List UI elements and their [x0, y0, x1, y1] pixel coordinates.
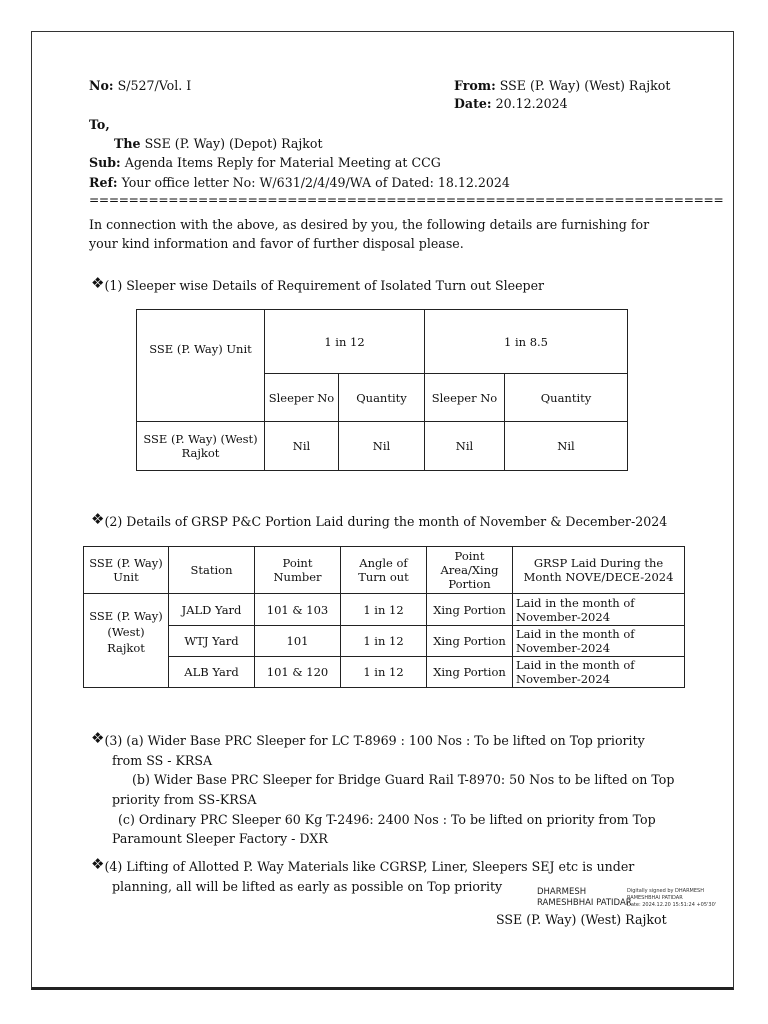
separator-line: ================================================================	[89, 193, 724, 207]
area-cell: Xing Portion	[427, 626, 513, 657]
angle-cell: 1 in 12	[341, 594, 427, 626]
sleeper-no-header: Sleeper No	[425, 374, 505, 422]
section-1-heading: ❖(1) Sleeper wise Details of Requirement of Isolated Turn out Sleeper	[91, 274, 545, 293]
digital-signature-line-3: Date: 2024.12.20 15:51:24 +05'30'	[627, 902, 717, 908]
group-1-in-12: 1 in 12	[265, 310, 425, 374]
unit-cell: SSE (P. Way) (West) Rajkot	[84, 594, 169, 688]
section-4-line-2: planning, all will be lifted as early as possible on Top priority	[112, 879, 503, 894]
diamond-bullet-icon: ❖	[91, 729, 105, 747]
section-4-line-1: ❖(4) Lifting of Allotted P. Way Materials like CGRSP, Liner, Sleepers SEJ etc is under	[91, 855, 635, 874]
angle-cell: 1 in 12	[341, 657, 427, 688]
point-cell: 101	[255, 626, 341, 657]
station-cell: ALB Yard	[169, 657, 255, 688]
letter-number: No: S/527/Vol. I	[89, 78, 192, 93]
column-header: Point Number	[255, 547, 341, 594]
intro-line-1: In connection with the above, as desired by you, the following details are furnishing for	[89, 217, 650, 232]
section-3c-line-1: (c) Ordinary PRC Sleeper 60 Kg T-2496: 2400 Nos : To be lifted on priority from Top	[118, 812, 656, 827]
diamond-bullet-icon: ❖	[91, 855, 105, 873]
quantity-header: Quantity	[505, 374, 628, 422]
laid-cell: Laid in the month of November-2024	[513, 626, 685, 657]
table-cell: Nil	[265, 422, 339, 471]
letter-date: Date: 20.12.2024	[454, 96, 568, 111]
column-header: SSE (P. Way) Unit	[84, 547, 169, 594]
to-label: To,	[89, 117, 110, 132]
laid-cell: Laid in the month of November-2024	[513, 594, 685, 626]
group-1-in-8-5: 1 in 8.5	[425, 310, 628, 374]
intro-line-2: your kind information and favor of further disposal please.	[89, 236, 464, 251]
table-cell: Nil	[425, 422, 505, 471]
table-row	[84, 657, 685, 688]
letter-from: From: SSE (P. Way) (West) Rajkot	[454, 78, 671, 93]
section-3a-line-2: from SS - KRSA	[112, 753, 213, 768]
table-cell: Nil	[505, 422, 628, 471]
column-header: Station	[169, 547, 255, 594]
area-cell: Xing Portion	[427, 594, 513, 626]
digital-signature-line-1: Digitally signed by DHARMESH	[627, 888, 704, 894]
section-3c-line-2: Paramount Sleeper Factory - DXR	[112, 831, 328, 846]
station-cell: JALD Yard	[169, 594, 255, 626]
table-row	[84, 594, 685, 626]
diamond-bullet-icon: ❖	[91, 274, 105, 292]
column-header: Point Area/Xing Portion	[427, 547, 513, 594]
section-3a-line-1: ❖(3) (a) Wider Base PRC Sleeper for LC T-8969 : 100 Nos : To be lifted on Top priority	[91, 729, 645, 748]
section-3b-line-2: priority from SS-KRSA	[112, 792, 257, 807]
grsp-details-table	[83, 546, 685, 688]
point-cell: 101 & 103	[255, 594, 341, 626]
sleeper-requirement-table	[136, 309, 628, 471]
point-cell: 101 & 120	[255, 657, 341, 688]
recipient: The SSE (P. Way) (Depot) Rajkot	[114, 136, 323, 151]
quantity-header: Quantity	[339, 374, 425, 422]
table-row	[84, 626, 685, 657]
laid-cell: Laid in the month of November-2024	[513, 657, 685, 688]
station-cell: WTJ Yard	[169, 626, 255, 657]
signer-designation: SSE (P. Way) (West) Rajkot	[496, 912, 667, 927]
subject: Sub: Agenda Items Reply for Material Meeting at CCG	[89, 155, 441, 170]
section-3b-line-1: (b) Wider Base PRC Sleeper for Bridge Guard Rail T-8970: 50 Nos to be lifted on Top	[132, 772, 675, 787]
table-cell: Nil	[339, 422, 425, 471]
section-2-heading: ❖(2) Details of GRSP P&C Portion Laid during the month of November & December-2024	[91, 510, 668, 529]
sleeper-no-header: Sleeper No	[265, 374, 339, 422]
signer-name-line-1: DHARMESH	[537, 887, 587, 897]
signer-name-line-2: RAMESHBHAI PATIDAR	[537, 898, 632, 908]
reference: Ref: Your office letter No: W/631/2/4/49/WA of Dated: 18.12.2024	[89, 175, 510, 190]
angle-cell: 1 in 12	[341, 626, 427, 657]
column-header: GRSP Laid During the Month NOVE/DECE-2024	[513, 547, 685, 594]
area-cell: Xing Portion	[427, 657, 513, 688]
column-header: Angle of Turn out	[341, 547, 427, 594]
digital-signature-line-2: RAMESHBHAI PATIDAR	[627, 895, 683, 901]
diamond-bullet-icon: ❖	[91, 510, 105, 528]
row-unit: SSE (P. Way) (West) Rajkot	[137, 422, 265, 471]
unit-header: SSE (P. Way) Unit	[137, 310, 265, 422]
